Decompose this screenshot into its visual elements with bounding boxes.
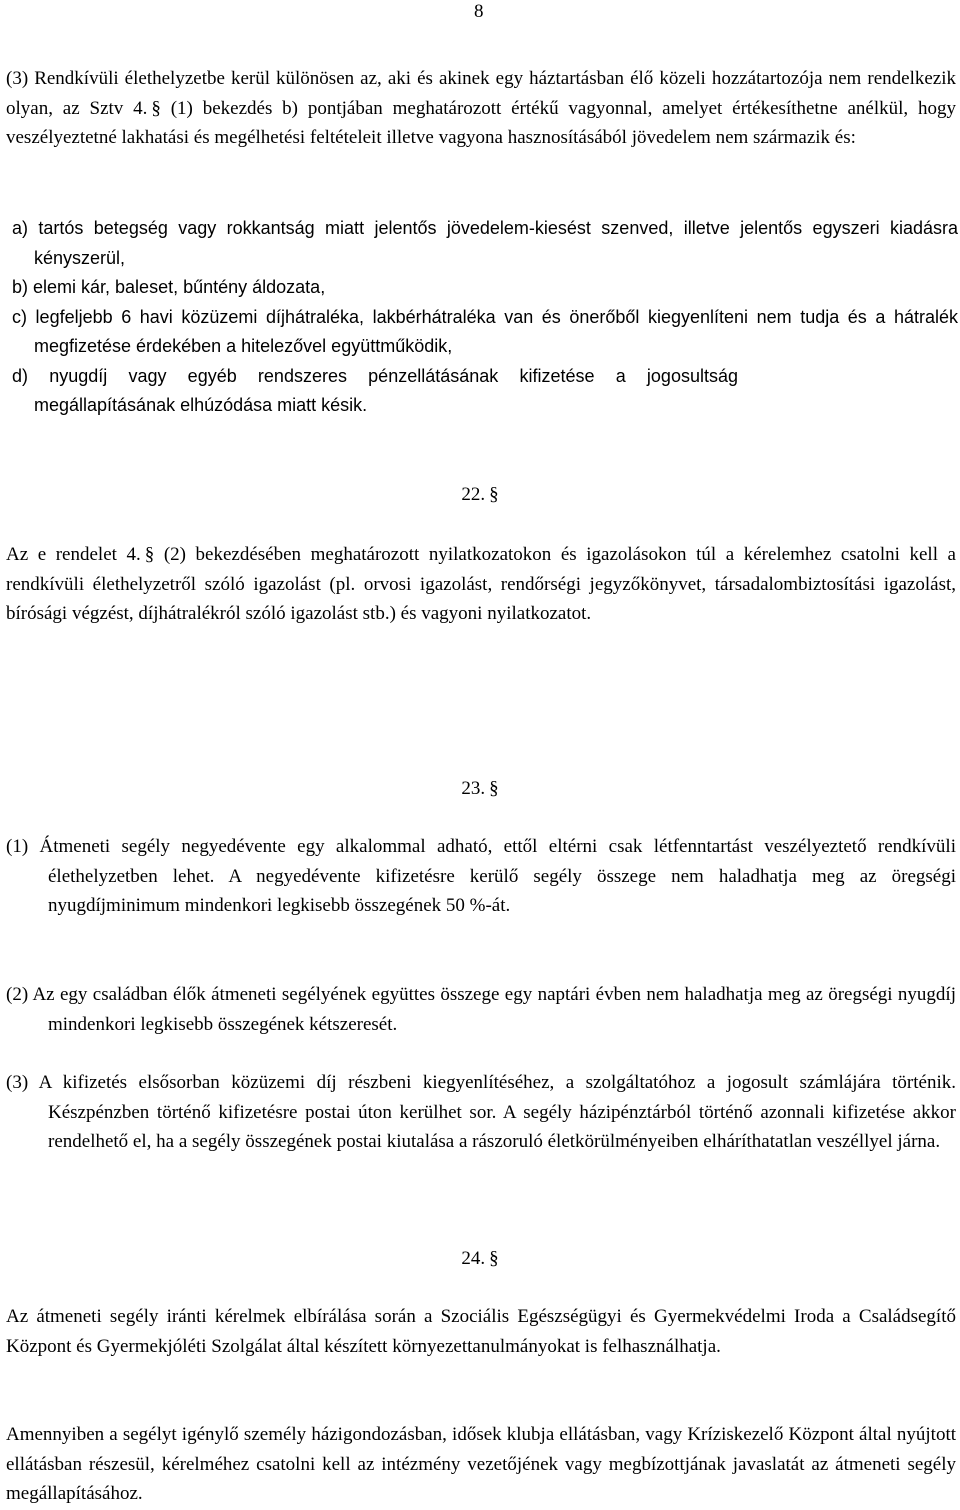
paragraph-3-text-2: (1) bekezdés b) pontjában meghatározott értékű vagyonnal, amelyet értékesíthetne anélkül, hogy veszélyeztetné lakhatási és megélhetési feltételeit illetve vagyona hasznosításából jövedelem nem származik és:	[6, 97, 956, 148]
list-item-d: d) nyugdíj vagy egyéb rendszeres pénzellátásának kifizetése a jogosultság megállapításának elhúzódása miatt késik.	[12, 365, 738, 415]
section-23-number: 23.	[461, 778, 486, 799]
section-24-number: 24.	[461, 1248, 486, 1269]
section-22-text-2: (2) bekezdésében meghatározott nyilatkozatokon és igazolásokon túl a kérelemhez csatolni kell a rendkívüli élethelyzetről szóló igazolást (pl. orvosi igazolást, rendőrségi jegyzőkönyvet, társadalombiztosítási igazolást, bírósági végzést, díjhátralékról szóló igazolást stb.) és vagyoni nyilatkozatot.	[6, 544, 956, 624]
list-item-c: c) legfeljebb 6 havi közüzemi díjhátraléka, lakbérhátraléka van és önerőből kiegyenlíteni nem tudja és a hátralék megfizetése érdekében a hitelezővel együttműködik,	[12, 306, 958, 356]
section-23-para-2	[6, 980, 956, 1039]
paragraph-3-label: (3)	[6, 68, 29, 89]
section-23-para-1	[6, 832, 956, 921]
section-24-heading	[0, 1246, 960, 1272]
section-24-para-1	[6, 1302, 956, 1361]
list-item-b: b) elemi kár, baleset, bűntény áldozata,	[12, 277, 326, 297]
section-23-p2: (2) Az egy családban élők átmeneti segélyének együttes összege egy naptári évben nem haladhatja meg az öregségi nyugdíj mindenkori legkisebb összegének kétszeresét.	[6, 984, 956, 1035]
section-22-body	[6, 540, 956, 629]
paragraph-3-intro	[6, 64, 956, 153]
section-22-number: 22.	[461, 484, 486, 505]
section-sign: §	[489, 484, 499, 505]
section-23-heading	[0, 776, 960, 802]
section-sign: §	[489, 1248, 499, 1269]
section-sign: §	[151, 97, 161, 119]
section-23-para-3	[6, 1068, 956, 1157]
section-24-p2: Amennyiben a segélyt igénylő személy házigondozásban, idősek klubja ellátásban, vagy Kríziskezelő Központ által nyújtott ellátásban részesül, kérelméhez csatolni kell az intézmény vezetőjének vagy megbízottjának javaslatát az átmeneti segély megállapításához.	[6, 1424, 956, 1504]
paragraph-3-list	[6, 214, 958, 421]
section-24-p1: Az átmeneti segély iránti kérelmek elbírálása során a Szociális Egészségügyi és Gyermekvédelmi Iroda a Családsegítő Központ és Gyermekjóléti Szolgálat által készített környezettanulmányokat is felhasználhatja.	[6, 1306, 956, 1357]
section-23-p1: (1) Átmeneti segély negyedévente egy alkalommal adható, ettől eltérni csak létfenntartást veszélyeztető rendkívüli élethelyzetben lehet. A negyedévente kifizetésre kerülő segély összege nem haladhatja meg az öregségi nyugdíjminimum mindenkori legkisebb összegének 50 %-át.	[6, 836, 956, 916]
section-22-heading	[0, 482, 960, 508]
page-number: 8	[474, 1, 484, 22]
section-24-para-2	[6, 1420, 956, 1509]
section-23-p3: (3) A kifizetés elsősorban közüzemi díj részbeni kiegyenlítéséhez, a szolgáltatóhoz a jogosult számlájára történik. Készpénzben történő kifizetésre postai úton kerülhet sor. A segély házipénztárból történő azonnali kifizetése akkor rendelhető el, ha a segély összegének postai kiutalása a rászoruló életkörülményeiben elháríthatatlan veszéllyel járna.	[6, 1072, 956, 1152]
section-22-text	[6, 540, 956, 629]
section-sign: §	[489, 778, 499, 799]
paragraph-3	[6, 64, 956, 153]
list-item-a: a) tartós betegség vagy rokkantság miatt jelentős jövedelem-kiesést szenved, illetve jelentős egyszeri kiadásra kényszerül,	[12, 218, 958, 268]
paragraph-3-text-1: Rendkívüli élethelyzetbe kerül különösen az, aki és akinek egy háztartásban élő közeli hozzátartozója nem rendelkezik olyan, az Sztv 4.	[6, 68, 956, 119]
section-22-text-1: Az e rendelet 4.	[6, 544, 141, 565]
section-sign: §	[144, 544, 155, 565]
